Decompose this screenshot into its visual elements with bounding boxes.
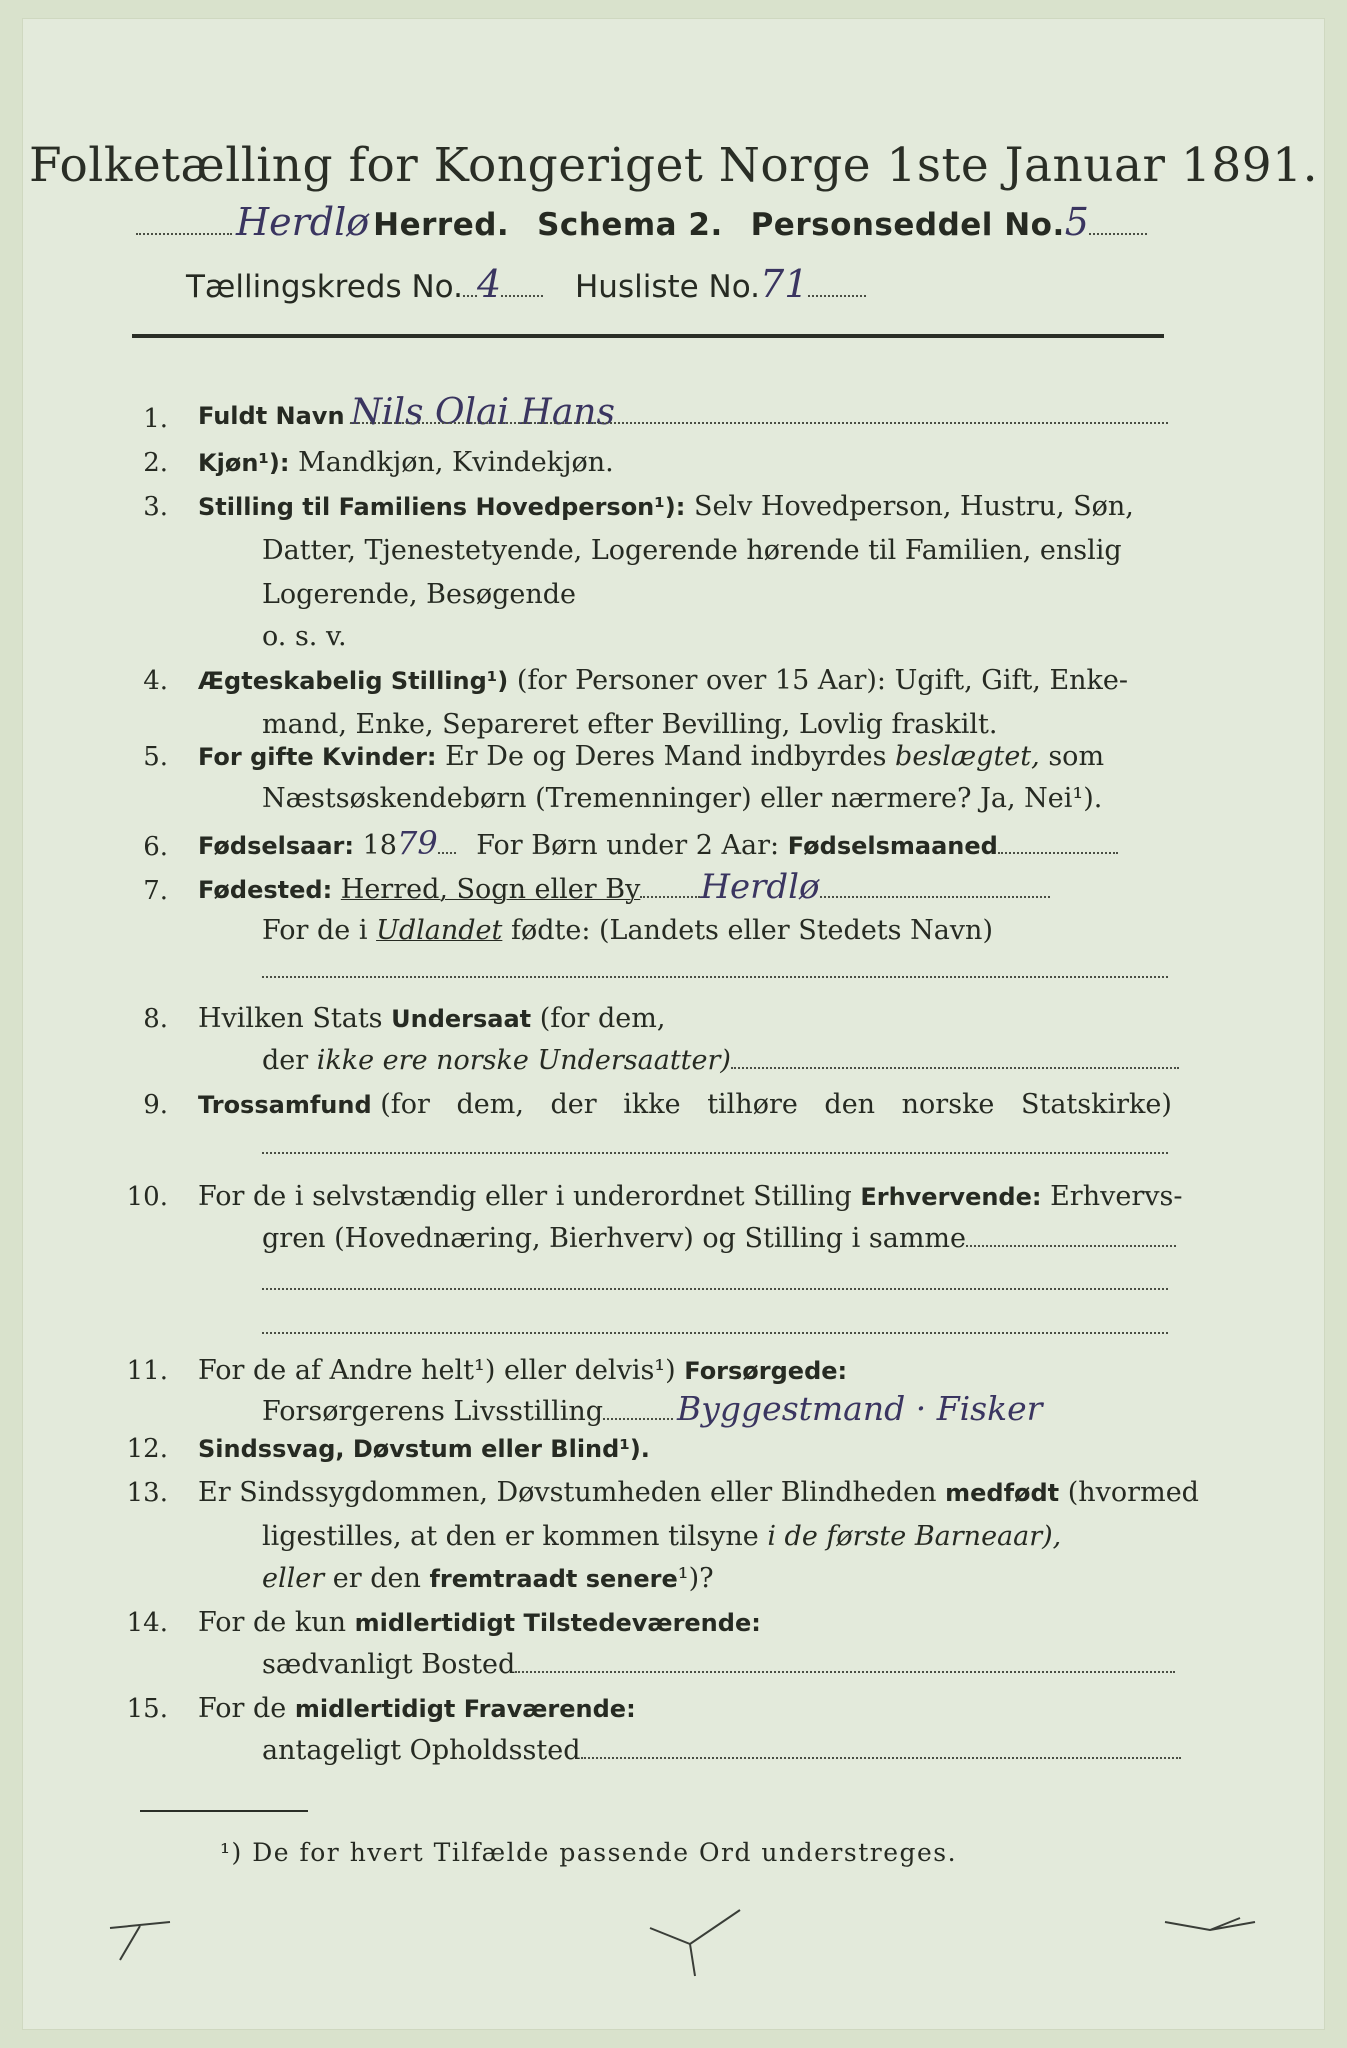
q5-line2: Næstsøskendebørn (Tremenninger) eller nærmere? Ja, Nei¹).: [262, 783, 1103, 814]
herred-label: Herred.: [373, 207, 510, 243]
q13-line2a: ligestilles, at den er kommen tilsyne: [262, 1521, 759, 1552]
q7-row: [198, 867, 1050, 907]
q13-line3c: fremtraadt senere: [429, 1565, 678, 1593]
q14-line2-row: [262, 1648, 1175, 1682]
pencil-marks: [0, 1900, 1347, 1990]
q11-line1a: For de af Andre helt¹) eller delvis¹): [198, 1355, 676, 1386]
q5-number: 5.: [143, 742, 168, 772]
q3-line2: Datter, Tjenestetyende, Logerende hørende til Familien, enslig: [262, 535, 1122, 566]
q13-line3d: ¹)?: [677, 1563, 714, 1594]
q10-line1b: Erhvervende:: [860, 1183, 1042, 1211]
q14-row: [198, 1606, 761, 1640]
q2-number: 2.: [143, 448, 168, 478]
q3-row: [198, 490, 1134, 524]
q10-line1a: For de i selvstændig eller i underordnet Stilling: [198, 1181, 852, 1212]
footnote: ¹) De for hvert Tilfælde passende Ord understreges.: [220, 1838, 958, 1867]
q13-line2-row: [262, 1520, 1061, 1554]
q10-row: [198, 1180, 1182, 1214]
q9-text: (for dem, der ikke tilhøre den norske Statskirke): [380, 1089, 1172, 1120]
q4-line1: (for Personer over 15 Aar): Ugift, Gift, Enke-: [516, 665, 1129, 696]
q11-line2-row: [262, 1389, 1043, 1429]
kreds-value: 4: [476, 262, 502, 306]
q10-line1c: Erhvervs-: [1050, 1181, 1183, 1212]
q7-line2a: For de i: [262, 915, 368, 946]
q4-label: Ægteskabelig Stilling¹): [198, 667, 509, 695]
husliste-value: 71: [760, 262, 809, 306]
q8-row: [198, 1002, 665, 1036]
footnote-rule: [140, 1810, 308, 1812]
q8-line2: [262, 1044, 1179, 1078]
q10-number: 10.: [126, 1182, 168, 1212]
q11-number: 11.: [126, 1356, 168, 1386]
q6-value: 79: [396, 824, 438, 862]
q10-dotted-line-1: [262, 1288, 1168, 1290]
q5-line1c: som: [1048, 741, 1105, 772]
q1-label: Fuldt Navn: [198, 402, 345, 430]
q7-line2: [262, 914, 993, 948]
q6-text: For Børn under 2 Aar:: [476, 830, 780, 861]
q4-line2: mand, Enke, Separeret efter Bevilling, Lovlig fraskilt.: [262, 709, 998, 740]
q3-number: 3.: [143, 492, 168, 522]
q5-row: [198, 740, 1104, 774]
q9-number: 9.: [143, 1090, 168, 1120]
personseddel-label: Personseddel No.: [750, 207, 1065, 243]
q5-line1b: beslægtet,: [895, 741, 1040, 772]
q4-number: 4.: [143, 666, 168, 696]
q5-line1a: Er De og Deres Mand indbyrdes: [445, 741, 887, 772]
q8-number: 8.: [143, 1004, 168, 1034]
q14-line1b: midlertidigt Tilstedeværende:: [354, 1609, 761, 1637]
q9-row: [198, 1088, 1172, 1122]
q13-line3a: eller: [262, 1563, 325, 1594]
q9-dotted-line: [262, 1152, 1168, 1154]
q11-row: [198, 1354, 847, 1388]
q11-value: Byggestmand · Fisker: [677, 1389, 1043, 1428]
q7-dotted-line: [262, 976, 1168, 978]
husliste-label: Husliste No.: [574, 269, 761, 305]
q12-label: Sindssvag, Døvstum eller Blind¹).: [198, 1435, 650, 1463]
q15-line1a: For de: [198, 1693, 287, 1724]
q12-number: 12.: [126, 1434, 168, 1464]
kreds-line: [186, 262, 866, 309]
q7-label: Fødested:: [198, 876, 333, 904]
q14-number: 14.: [126, 1608, 168, 1638]
q10-dotted-line-2: [262, 1332, 1168, 1334]
q15-line1b: midlertidigt Fraværende:: [294, 1695, 636, 1723]
q13-line1a: Er Sindssygdommen, Døvstumheden eller Blindheden: [198, 1477, 937, 1508]
q13-row: [198, 1476, 1199, 1510]
q3-line1: Selv Hovedperson, Hustru, Søn,: [693, 491, 1134, 522]
q15-row: [198, 1692, 636, 1726]
q2-text: Mandkjøn, Kvindekjøn.: [298, 447, 614, 478]
q7-text: Herred, Sogn eller By: [340, 874, 641, 905]
q8-line1b: Undersaat: [391, 1005, 532, 1033]
q3-line4: o. s. v.: [262, 621, 347, 652]
header-rule: [132, 334, 1164, 338]
form-title: Folketælling for Kongeriget Norge 1ste Januar 1891.: [28, 138, 1319, 193]
herred-value: Herdlø: [236, 200, 370, 244]
q6-prefix: 18: [362, 830, 397, 861]
q11-line1b: Forsørgede:: [684, 1357, 848, 1385]
q6-label: Fødselsaar:: [198, 832, 354, 860]
q1-number: 1.: [143, 404, 168, 434]
q6-number: 6.: [143, 832, 168, 862]
q14-line1a: For de kun: [198, 1607, 346, 1638]
herred-line: [136, 200, 1147, 247]
q12-row: [198, 1432, 650, 1466]
q1-value: Nils Olai Hans: [350, 392, 615, 433]
q1-dotted-line: [350, 422, 1168, 424]
q8-line2a: der: [262, 1045, 309, 1076]
q8-line1c: (for dem,: [539, 1003, 666, 1034]
q13-number: 13.: [126, 1478, 168, 1508]
q2-label: Kjøn¹):: [198, 449, 290, 477]
q15-line2: antageligt Opholdssted: [262, 1735, 581, 1766]
q14-line2: sædvanligt Bosted: [262, 1649, 516, 1680]
q7-line2c: fødte: (Landets eller Stedets Navn): [510, 915, 993, 946]
q13-line3-row: [262, 1562, 714, 1596]
schema-label: Schema 2.: [537, 207, 723, 243]
q13-line1b: medfødt: [945, 1479, 1060, 1507]
q4-row: [198, 664, 1128, 698]
q11-line2: Forsørgerens Livsstilling: [262, 1396, 604, 1427]
q15-number: 15.: [126, 1694, 168, 1724]
q13-line3b: er den: [332, 1563, 421, 1594]
q6-row: [198, 826, 1118, 863]
q7-value: Herdlø: [700, 867, 820, 907]
q5-label: For gifte Kvinder:: [198, 743, 437, 771]
personseddel-value: 5: [1064, 200, 1089, 244]
q2-row: [198, 446, 614, 480]
q15-line2-row: [262, 1734, 1181, 1768]
q1-row: [198, 392, 615, 433]
q7-number: 7.: [143, 876, 168, 906]
q6-label2: Fødselsmaaned: [787, 832, 998, 860]
q10-line2-row: [262, 1222, 1176, 1256]
q13-line1c: (hvormed: [1067, 1477, 1199, 1508]
q9-label: Trossamfund: [198, 1091, 372, 1119]
q8-line2b: ikke ere norske Undersaatter): [316, 1045, 731, 1076]
q7-line2b: Udlandet: [376, 915, 503, 946]
q3-label: Stilling til Familiens Hovedperson¹):: [198, 493, 686, 521]
q13-line2b: i de første Barneaar),: [767, 1521, 1062, 1552]
q10-line2: gren (Hovednæring, Bierhverv) og Stilling i samme: [262, 1223, 967, 1254]
q8-line1a: Hvilken Stats: [198, 1003, 383, 1034]
q3-line3: Logerende, Besøgende: [262, 579, 576, 610]
kreds-label: Tællingskreds No.: [186, 269, 463, 305]
